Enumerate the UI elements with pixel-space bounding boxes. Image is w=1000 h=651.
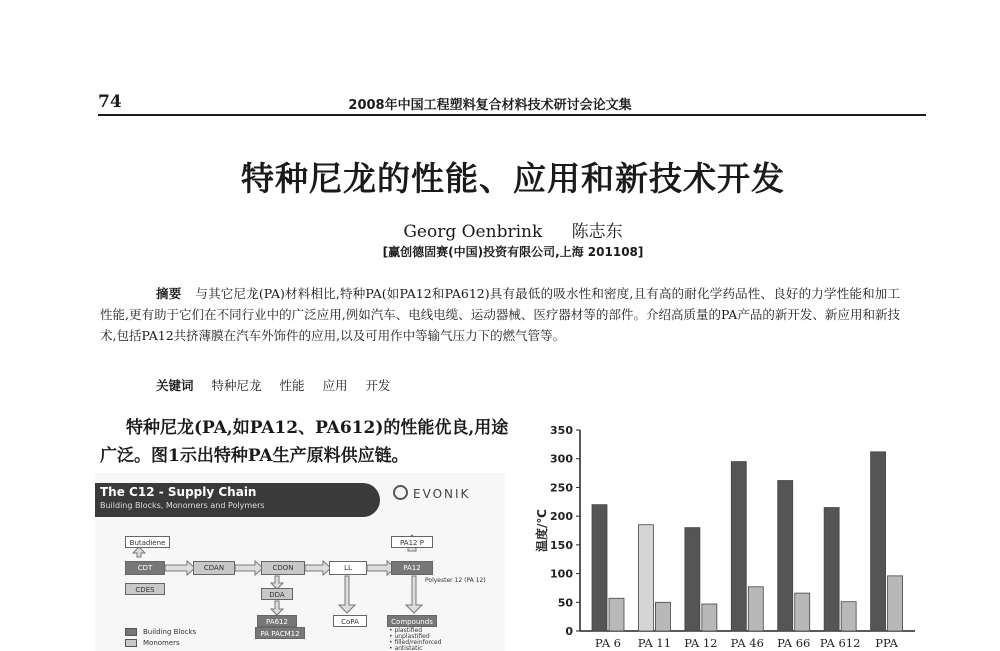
- bar-series-dark: [778, 481, 793, 631]
- node-ll: LL: [329, 561, 367, 575]
- bar-series-dark: [638, 525, 653, 631]
- node-copa: CoPA: [333, 615, 367, 627]
- bar-series-dark: [731, 462, 746, 631]
- bar-series-dark: [685, 528, 700, 631]
- author-2: 陈志东: [571, 222, 623, 242]
- y-tick-label: 150: [550, 538, 573, 552]
- legend-building-blocks: [125, 628, 196, 636]
- page-number: 74: [98, 92, 122, 112]
- paper-title: 特种尼龙的性能、应用和新技术开发: [241, 159, 785, 198]
- evonik-logo-text: EVONIK: [413, 487, 471, 501]
- node-dda: DDA: [261, 588, 293, 600]
- x-tick-label: PA 46: [730, 636, 764, 650]
- bar-series-light: [748, 587, 763, 631]
- bar-series-light: [609, 598, 624, 631]
- figure-banner-subtitle: Building Blocks, Monomers and Polymers: [100, 501, 265, 510]
- bar-series-light: [888, 576, 903, 631]
- figure-banner-title: The C12 - Supply Chain: [100, 485, 257, 499]
- x-tick-label: PA 66: [777, 636, 811, 650]
- abstract-text: 与其它尼龙(PA)材料相比,特种PA(如PA12和PA612)具有最低的吸水性和密度,且有高的耐化学药品性、良好的力学性能和加工性能,更有助于它们在不同行业中的广泛应用,例如汽车、电线电缆、运动器械、医疗器材等的部件。介绍高质量的PA产品的新开发、新应用和新技术,包括PA12共挤薄膜在汽车外饰件的应用,以及可用作中等输气压力下的燃气管等。: [100, 286, 900, 343]
- arrow: [235, 561, 263, 575]
- abstract-label: 摘要: [156, 286, 182, 301]
- y-tick-label: 0: [565, 625, 573, 638]
- x-tick-label: PA 11: [637, 636, 672, 650]
- header-rule: [98, 114, 926, 116]
- legend-label: Building Blocks: [143, 628, 197, 636]
- affiliation: [赢创德固赛(中国)投资有限公司,上海 201108]: [382, 245, 644, 259]
- arrow: [271, 601, 283, 615]
- legend-monomers: [125, 639, 180, 647]
- abstract: [100, 283, 900, 346]
- keywords: [156, 376, 405, 394]
- y-tick-label: 200: [550, 510, 573, 524]
- bar-series-light: [655, 602, 670, 631]
- node-compounds: Compounds: [387, 615, 437, 627]
- bar-series-dark: [592, 505, 607, 631]
- y-axis-label: 温度/℃: [535, 509, 549, 552]
- keyword: 性能: [279, 378, 305, 393]
- bar-series-light: [841, 602, 856, 631]
- node-cdan: CDAN: [193, 561, 235, 575]
- x-tick-label: PA 612: [819, 636, 861, 650]
- x-tick-label: PA 12: [684, 636, 718, 650]
- compound-note: • plastified: [389, 627, 423, 634]
- y-tick-label: 100: [550, 567, 573, 581]
- node-butadiene: Butadiene: [125, 536, 170, 548]
- node-pa-pacm12: PA PACM12: [255, 627, 305, 639]
- arrow: [339, 576, 355, 613]
- legend-swatch-mid: [125, 639, 137, 647]
- x-tick-label: PA 6: [595, 636, 621, 650]
- x-tick-label: PPA: [875, 636, 898, 650]
- y-tick-label: 350: [550, 424, 573, 437]
- y-tick-label: 300: [550, 452, 573, 466]
- node-pa12: PA12: [391, 561, 433, 575]
- y-tick-label: 50: [557, 596, 573, 610]
- running-header: 2008年中国工程塑料复合材料技术研讨会论文集: [348, 98, 632, 113]
- arrow: [406, 576, 422, 613]
- node-pa612: PA612: [257, 615, 297, 627]
- node-pa12p: PA12 P: [391, 536, 433, 548]
- bar-series-light: [795, 593, 810, 631]
- arrow: [305, 561, 331, 575]
- compound-note: • filled/reinforced: [389, 639, 442, 646]
- polyester-note: Polyester 12 (PA 12): [425, 577, 486, 584]
- y-tick-label: 250: [550, 481, 573, 495]
- legend-swatch-dark: [125, 628, 137, 636]
- keyword: 特种尼龙: [211, 378, 262, 393]
- node-cdt: CDT: [125, 561, 165, 575]
- node-cdon: CDON: [261, 561, 305, 575]
- author-1: Georg Oenbrink: [403, 222, 543, 242]
- compound-notes: [389, 628, 442, 651]
- keywords-label: 关键词: [156, 378, 194, 393]
- node-cdes: CDES: [125, 583, 165, 595]
- legend-label: Monomers: [143, 639, 180, 647]
- compound-note: • antistatic: [389, 645, 423, 651]
- supply-chain-figure: [95, 473, 505, 651]
- keyword: 开发: [365, 378, 391, 393]
- arrow: [165, 561, 195, 575]
- body-paragraph: 特种尼龙(PA,如PA12、PA612)的性能优良,用途广泛。图1示出特种PA生产原料供应链。: [100, 418, 509, 466]
- compound-note: • unplastified: [389, 633, 430, 640]
- bar-series-light: [702, 604, 717, 631]
- keyword: 应用: [322, 378, 348, 393]
- temperature-bar-chart: [520, 418, 920, 651]
- authors: [98, 217, 928, 242]
- bar-series-dark: [824, 508, 839, 631]
- bar-series-dark: [871, 452, 886, 631]
